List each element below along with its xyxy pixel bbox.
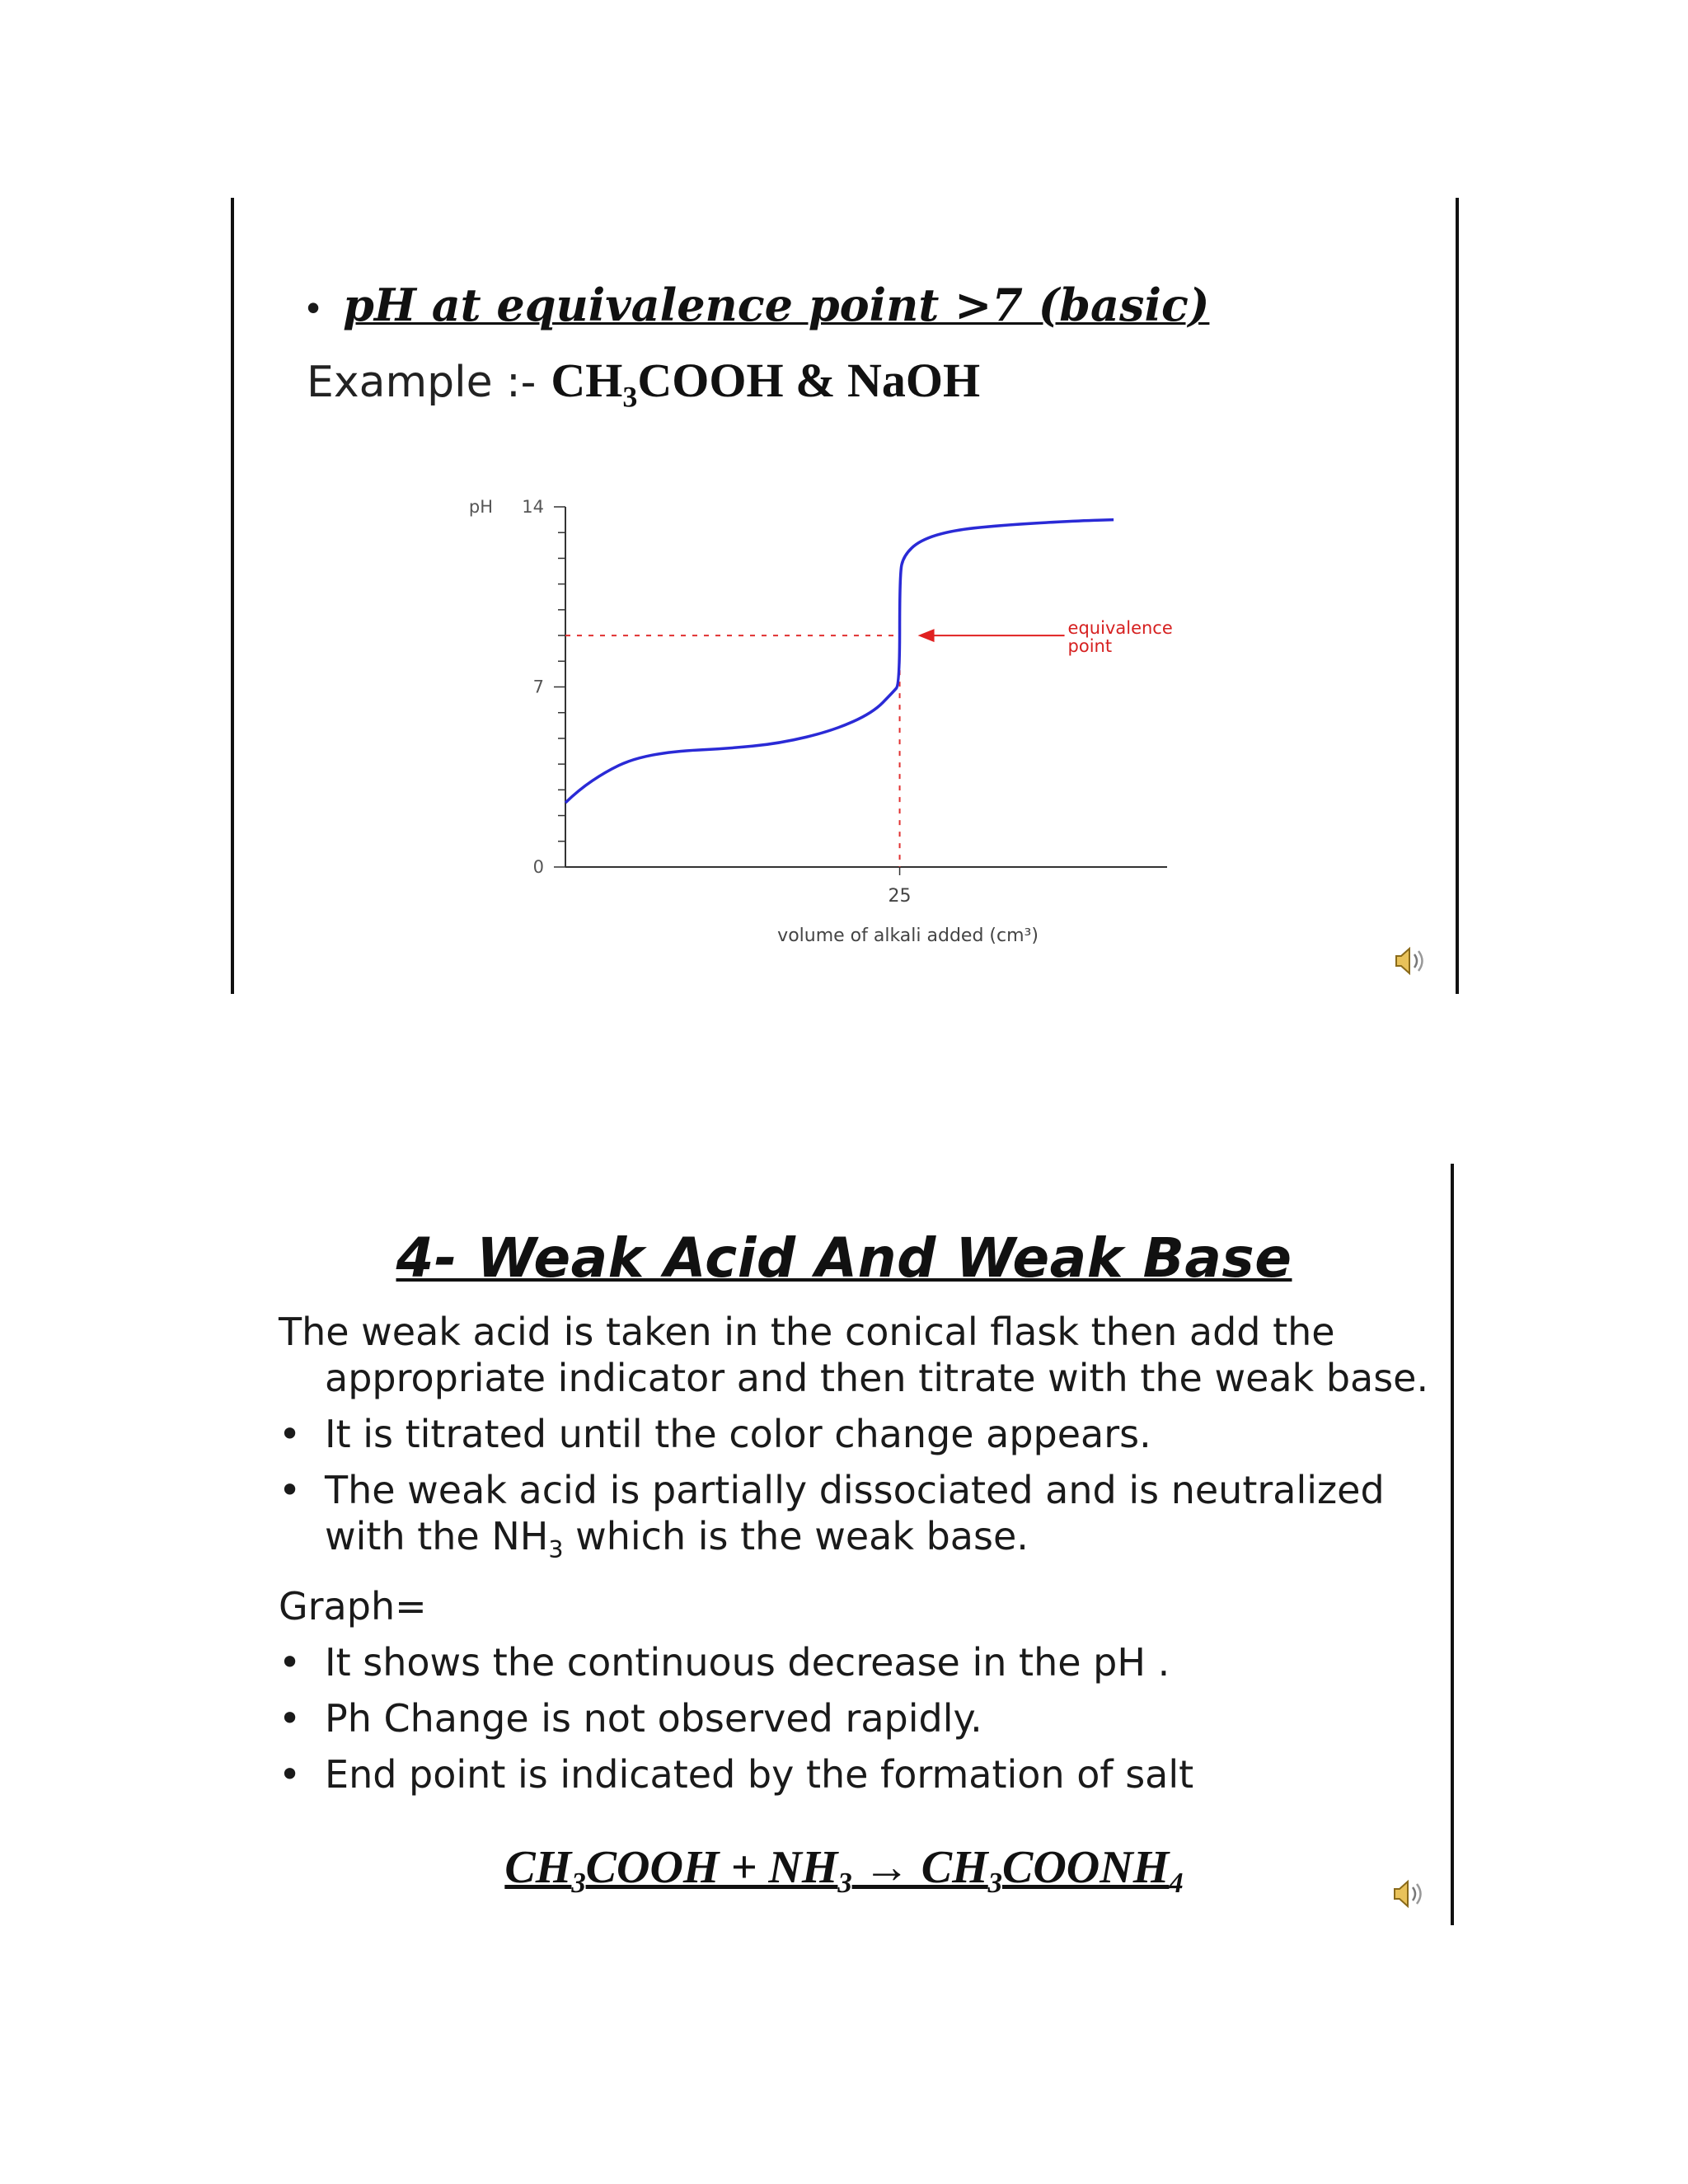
speaker-icon[interactable] bbox=[1393, 942, 1431, 980]
slide1-right-border bbox=[1456, 198, 1459, 994]
arrow-head bbox=[918, 629, 935, 642]
slide1-bullet bbox=[307, 279, 1209, 331]
intro-paragraph: The weak acid is taken in the conical flask then add the appropriate indicator and then titrate with the weak base. bbox=[279, 1310, 1429, 1400]
slide2-title: 4- Weak Acid And Weak Base bbox=[396, 1226, 1292, 1290]
annotation-label: equivalence bbox=[1067, 618, 1173, 639]
titration-curve bbox=[565, 520, 1114, 803]
speaker-icon[interactable] bbox=[1391, 1875, 1429, 1913]
y-tick-label: 7 bbox=[532, 677, 544, 697]
list-item: • It shows the continuous decrease in the pH . bbox=[279, 1640, 1170, 1685]
list-item: • The weak acid is partially dissociated and is neutralized with the $NH_3$ which is the weak base. bbox=[279, 1468, 1385, 1564]
example-formula: $CH_3COOH$ & NaOH bbox=[551, 354, 981, 414]
slide1-heading: pH at equivalence point >7 (basic) bbox=[343, 279, 1210, 331]
x-axis-label: volume of alkali added (cm³) bbox=[777, 926, 1039, 946]
chart-labels bbox=[469, 497, 1173, 946]
y-axis-label: pH bbox=[468, 497, 493, 517]
chart-plot bbox=[565, 520, 1114, 803]
y-tick-label: 0 bbox=[532, 857, 544, 877]
list-item: • It is titrated until the color change appears. bbox=[279, 1412, 1151, 1456]
annotation-label: point bbox=[1067, 636, 1113, 657]
list-item: • Ph Change is not observed rapidly. bbox=[279, 1696, 982, 1741]
slide1-left-border bbox=[231, 198, 234, 994]
chart-guides bbox=[565, 629, 1065, 867]
x-tick-label: 25 bbox=[888, 886, 912, 907]
titration-chart bbox=[445, 470, 1220, 964]
slide2-body bbox=[279, 1309, 1465, 1797]
bullet-dot: • bbox=[307, 286, 321, 329]
list-item: • End point is indicated by the formation of salt bbox=[279, 1752, 1194, 1797]
chart-axes bbox=[554, 507, 1167, 875]
slide1-example bbox=[307, 353, 980, 415]
y-tick-label: 14 bbox=[522, 497, 544, 517]
example-label: Example :- bbox=[307, 358, 537, 407]
salt-equation: $CH_3COOH + NH_3$ → $CH_3COONH_4$ bbox=[504, 1842, 1184, 1900]
graph-label: Graph= bbox=[279, 1584, 427, 1629]
